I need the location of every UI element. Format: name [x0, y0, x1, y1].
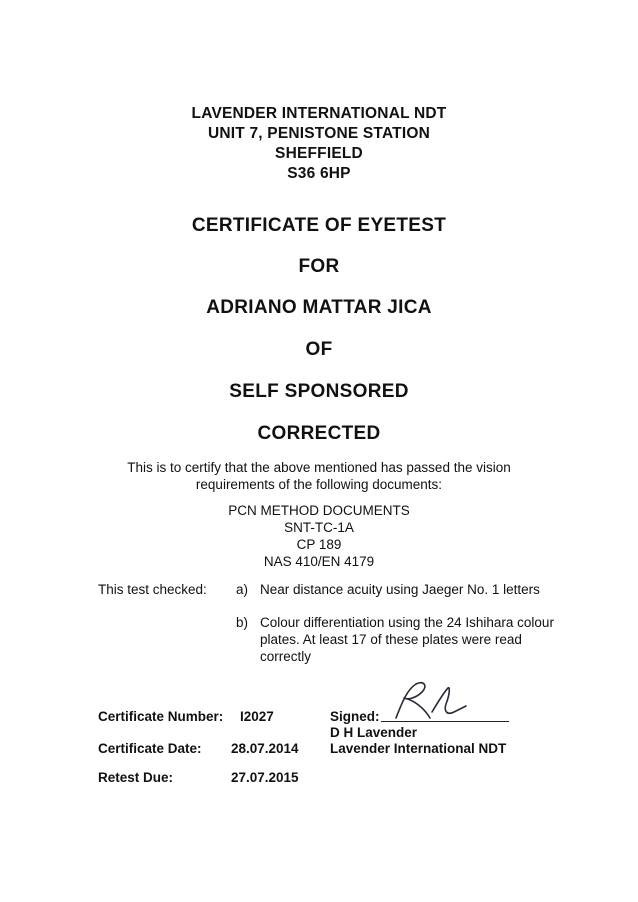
test-b-line-3: correctly: [260, 649, 312, 664]
document-item: PCN METHOD DOCUMENTS: [228, 503, 410, 518]
address-line-2: UNIT 7, PENISTONE STATION: [207, 125, 431, 142]
document-item: CP 189: [296, 537, 342, 552]
statement-line-1: This is to certify that the above mentioned has passed the vision: [127, 460, 511, 475]
certificate-number-label: Certificate Number:: [98, 709, 224, 724]
test-b-line-1: Colour differentiation using the 24 Ishihara colour: [260, 615, 554, 630]
test-b-marker: b): [236, 615, 249, 630]
candidate-name: ADRIANO MATTAR JICA: [206, 297, 432, 318]
certificate-number-value: I2027: [240, 709, 274, 724]
company-name: SELF SPONSORED: [229, 381, 409, 402]
for-label: FOR: [298, 256, 340, 277]
address-line-4: S36 6HP: [287, 165, 351, 182]
certificate-date-value: 28.07.2014: [231, 741, 299, 756]
signer-name: D H Lavender: [330, 725, 418, 740]
correction-status: CORRECTED: [257, 423, 381, 444]
test-a-marker: a): [236, 582, 249, 597]
address-line-3: SHEFFIELD: [275, 145, 363, 162]
tests-label: This test checked:: [98, 582, 207, 597]
retest-due-label: Retest Due:: [98, 770, 174, 785]
of-label: OF: [305, 339, 333, 360]
statement-line-2: requirements of the following documents:: [195, 477, 443, 492]
signed-label: Signed:: [330, 709, 380, 724]
handwritten-signature: [392, 678, 472, 724]
document-item: SNT-TC-1A: [284, 520, 354, 535]
test-b-line-2: plates. At least 17 of these plates were read: [260, 632, 522, 647]
certificate-title: CERTIFICATE OF EYETEST: [191, 215, 447, 236]
test-a-text: Near distance acuity using Jaeger No. 1 letters: [260, 582, 540, 597]
address-line-1: LAVENDER INTERNATIONAL NDT: [191, 105, 447, 122]
retest-due-value: 27.07.2015: [231, 770, 299, 785]
signer-company: Lavender International NDT: [330, 741, 507, 756]
document-item: NAS 410/EN 4179: [263, 554, 375, 569]
certificate-date-label: Certificate Date:: [98, 741, 202, 756]
